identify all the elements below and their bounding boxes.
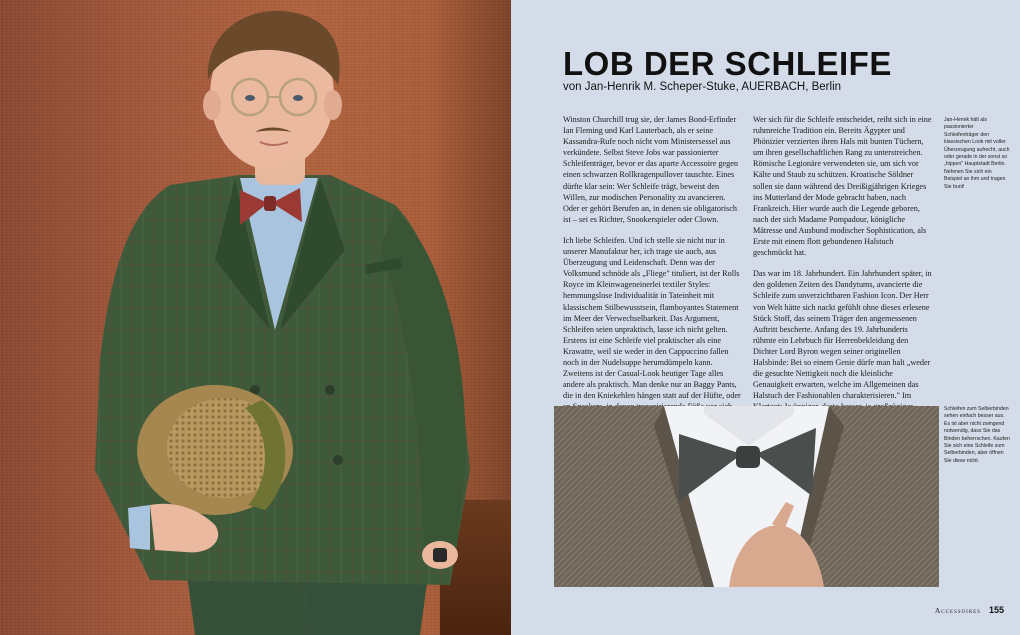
body-column-1 [563, 114, 743, 434]
portrait-caption: Jan-Henrik hält als passionierter Schleifenträger den klassischen Look mit voller Überzeugung aufrecht, auch oder gerade in der sonst so „hippen" Hauptstadt Berlin. Nehmen Sie sich ein Beispiel an ihm und tragen Sie bunt! [944, 117, 1010, 190]
paragraph: Winston Churchill trug sie, der James Bond-Erfinder Ian Fleming und Karl Lauterbach, als er seine Kassandra-Rufe noch nicht vom Ministersessel aus verkündete. Selbst Steve Jobs war passionierter Schleifenträger, bevor er das aparte Accessoire gegen einen schwarzen Rollkragenpullover tauschte. Eines dürfte klar sein: Wer Schleife trägt, beweist den Willen, zur modischen Personality zu avancieren. Oder er gehört Berufen an, in denen sie obligatorisch ist – sei es Richter, Snookerspieler oder Clown. [563, 115, 738, 224]
page-number: 155 [988, 605, 1004, 615]
article-page [511, 0, 1020, 635]
body-column-2 [753, 114, 933, 445]
paragraph: Wer sich für die Schleife entscheidet, reiht sich in eine ruhmreiche Tradition ein. Bereits Ägypter und Phönizier verzierten ihren Hals mit bunten Tüchern, um ihren gesellschaftlichen Rang zu unterstreichen. Römische Legionäre verwendeten sie, um sich vor Kälte und Staub zu schützen. Kroatische Söldner sollen sie dann während des Dreißigjährigen Krieges ins Mutterland der Mode gebracht haben, nach Frankreich. Hier wurde auch die Legende geboren, nach der sich Madame Pompadour, königliche Mätresse und Ausbund modischer Sophistication, als Erste mit einem flott gebundenen Halstuch geschmückt hat. [753, 115, 932, 258]
section-name: Accessoires [934, 606, 981, 615]
paragraph: Das war im 18. Jahrhundert. Ein Jahrhundert später, in den goldenen Zeiten des Dandytums, avancierte die Schleife zum unverzichtbaren Fashion Icon. Der Herr von Welt hätte sich nackt gefühlt ohne dieses erlesene Stück Stoff, das seinem Träger den angemessenen Auftritt bescherte. Anfang des 19. Jahrhunderts rühmte ein Lehrbuch für Herrenbekleidung den Dichter Lord Byron wegen seiner originellen Halsbinde: Bei so einem Genie dürfe man halt „weder die gesuchte Nettigkeit noch die kleinliche Genauigkeit erwarten, welche im Allgemeinen das Halstuch der Fashionablen charakterisieren." Im [753, 269, 932, 401]
article-byline: von Jan-Henrik M. Scheper-Stuke, AUERBACH, Berlin [563, 81, 842, 93]
page-footer [935, 600, 1004, 618]
bowtie-closeup [554, 406, 939, 587]
bowtie-photo [554, 406, 939, 587]
article-headline: LOB DER SCHLEIFE [563, 45, 892, 82]
bowtie-caption: Schleifen zum Selberbinden sehen einfach besser aus. Es ist aber nicht zwingend notwendig, dass Sie das Binden beherrschen. Kaufen Sie sich eine Schleife zum Selberbinden, aber öffnen Sie diese nicht. [944, 406, 1010, 464]
paragraph: Ich liebe Schleifen. Und ich stelle sie nicht nur in unserer Manufaktur her, ich trage sie auch, aus Überzeugung und Leidenschaft. Denn was der Volksmund schnöde als „Fliege" tituliert, ist der Rolls Royce im Kleinwageneinerlei textiler Styles: hemmungslose Individualität in Tateinheit mit klassischem Stilbewusstsein, flamboyantes Statement im Meer der Verwechselbarkeit. Das Argument, Schleifen seien unpraktisch, lasse ich nicht gelten. Erstens ist eine Schleife viel praktischer als eine Krawatte, weil sie weder in den Cappuccino fallen noch in der Nudelsuppe herumdümpeln kann. Zweitens ist der Casual-Look heutiger Tage alles andere als praktisch. Man denke nur an Baggy Pants, die in den Kniekehlen hängen statt auf der Hüfte, oder [563, 235, 741, 401]
